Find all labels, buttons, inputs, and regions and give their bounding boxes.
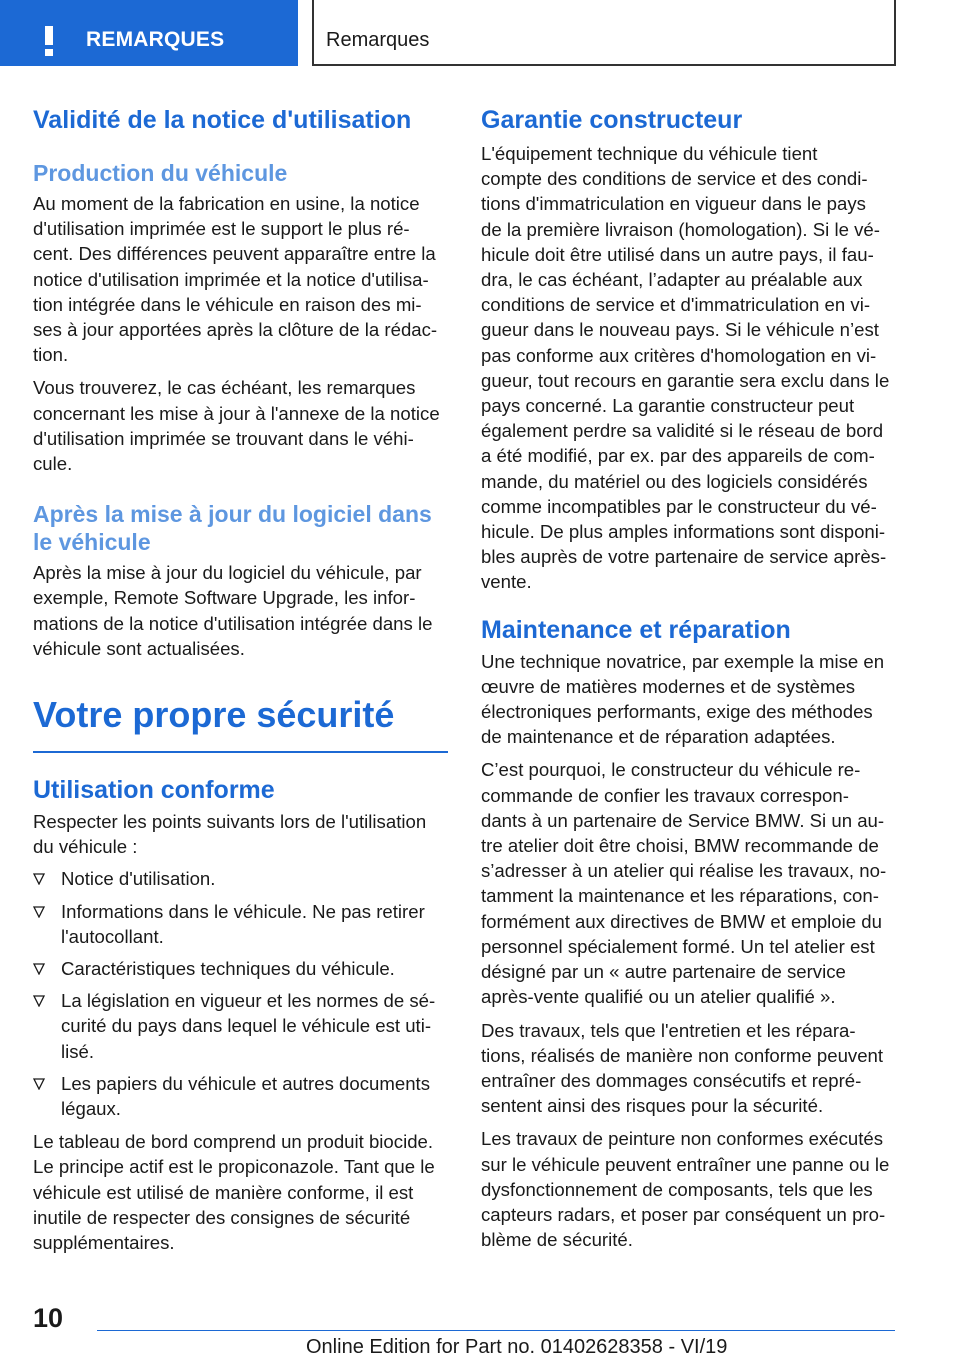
left-column (33, 100, 448, 1255)
breadcrumb: Remarques (326, 29, 430, 51)
maintenance-paragraph-1: Une technique novatrice, par exemple la mise en œuvre de matières modernes et de systèmes électroniques performants, exige des méthodes de maintenance et de réparation adaptées. (481, 650, 885, 748)
production-heading: Production du véhicule (33, 160, 288, 186)
right-column (481, 100, 899, 1252)
list-item: Caractéristiques techniques du véhicule. (33, 956, 448, 981)
biocide-paragraph: Le tableau de bord comprend un produit biocide. Le principe actif est le propiconazole. Tant que le véhicule est utilisé de manière conforme, il est inutile de respecter des consignes de sécurité supplémentaires. (33, 1131, 435, 1254)
maintenance-paragraph-4: Les travaux de peinture non conformes exécutés sur le véhicule peuvent entraîner une panne ou le dysfonctionnement de composants, tels que les capteurs radars, et poser par conséquent un pro- blème de sécurité. (481, 1128, 890, 1251)
safety-divider (33, 751, 448, 753)
edition-footer (306, 1336, 727, 1359)
triangle-bullet-icon (33, 963, 45, 975)
list-item: Notice d'utilisation. (33, 866, 448, 891)
breadcrumb-box (312, 0, 896, 66)
use-intro-paragraph: Respecter les points suivants lors de l'utilisation du véhicule : (33, 811, 427, 858)
maintenance-heading: Maintenance et réparation (481, 615, 791, 644)
maintenance-paragraph-2: C’est pourquoi, le constructeur du véhicule re- commande de confier les travaux correspon- dants à un partenaire de Service BMW. Si un au- tre atelier doit être choisi, BMW recommande de s’adresser à un atelier qui réalise les travaux, no- tamment la maintenance et les réparations, con- formément aux directives de BMW et emploie du personnel spécialement formé. Un tel atelier est désigné par un « autre partenaire de service après-vente qualifié ou un atelier qualifié ». (481, 759, 887, 1008)
warranty-paragraph: L'équipement technique du véhicule tient compte des conditions de service et des condi- tions d'immatriculation en vigueur dans le pays de la première livraison (homologation). Si le vé- hicule doit être utilisé dans un autre pays, il fau- dra, le cas échéant, l’adapter au préalable aux conditions de service et d'immatriculation en vi- gueur dans le nouveau pays. Si le véhicule n’est pas conforme aux critères d'homologation en vi- gueur, tout recours en garantie sera exclu dans le pays concerné. La garantie constructeur peut également perdre sa validité si le réseau de bord a été modifié, par ex. par des appareils de com- mande, du matériel ou des logiciels considérés comme incompatibles par le constructeur du vé- hicule. De plus amples informations sont disponi- bles auprès de votre partenaire de service après- vente. (481, 143, 890, 593)
use-heading: Utilisation conforme (33, 776, 275, 805)
triangle-bullet-icon (33, 906, 45, 918)
exclamation-icon (38, 26, 60, 56)
list-item: La législation en vigueur et les normes de sé- curité du pays dans lequel le véhicule est uti- lisé. (33, 988, 448, 1064)
section-header-tab (0, 0, 298, 66)
triangle-bullet-icon (33, 873, 45, 885)
remarks-paragraph: Vous trouverez, le cas échéant, les remarques concernant les mise à jour à l'annexe de la notice d'utilisation imprimée se trouvant dans le véhi- cule. (33, 377, 440, 475)
list-item: Informations dans le véhicule. Ne pas retirer l'autocollant. (33, 899, 448, 949)
footer-divider (97, 1330, 895, 1331)
warranty-heading: Garantie constructeur (481, 106, 743, 134)
section-title: REMARQUES (86, 28, 225, 51)
edition-text: Online Edition for Part no. 01402628358 - VI/19 (306, 1336, 728, 1358)
software-update-heading: Après la mise à jour du logiciel dans le véhicule (33, 501, 432, 556)
use-list (33, 866, 448, 1121)
production-paragraph: Au moment de la fabrication en usine, la notice d'utilisation imprimée est le support le plus ré- cent. Des différences peuvent apparaître entre la notice d'utilisation imprimée et la notice d'utilisa- tion intégrée dans le véhicule en raison des mi- ses à jour apportées après la clôture de la rédac- tion. (33, 193, 438, 366)
triangle-bullet-icon (33, 995, 45, 1007)
list-item: Les papiers du véhicule et autres documents légaux. (33, 1071, 448, 1121)
software-update-paragraph: Après la mise à jour du logiciel du véhicule, par exemple, Remote Software Upgrade, les infor- mations de la notice d'utilisation intégrée dans le véhicule sont actualisées. (33, 562, 433, 659)
safety-heading: Votre propre sécurité (33, 694, 395, 736)
page-number: 10 (33, 1303, 64, 1333)
maintenance-paragraph-3: Des travaux, tels que l'entretien et les répara- tions, réalisés de manière non conforme peuvent entraîner des dommages consécutifs et repré- sentent ainsi des risques pour la sécurité. (481, 1019, 884, 1117)
triangle-bullet-icon (33, 1078, 45, 1090)
validity-heading: Validité de la notice d'utilisation (33, 106, 412, 134)
